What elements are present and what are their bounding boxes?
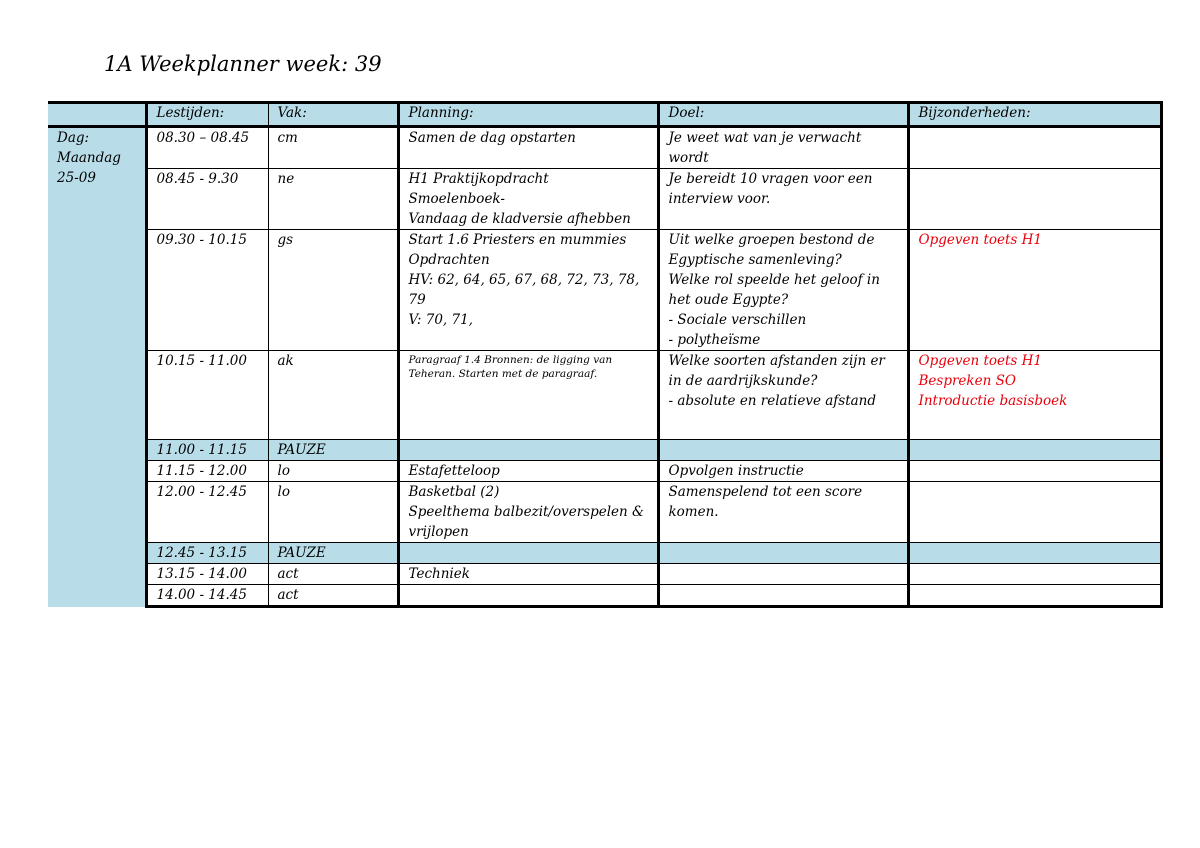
planning-cell: [398, 461, 658, 482]
table-row: [48, 482, 1161, 543]
table-row: [48, 169, 1161, 230]
planning-line: Samen de dag opstarten: [408, 130, 576, 146]
planning-line: Paragraaf 1.4 Bronnen: de ligging van: [408, 354, 613, 366]
goal-line: Uit welke groepen bestond de: [668, 232, 875, 248]
goal-cell: [658, 169, 908, 230]
notes-cell: [908, 127, 1161, 169]
goal-cell: [658, 440, 908, 461]
subject-cell: act: [268, 585, 398, 607]
subject-cell: ak: [268, 351, 398, 440]
planning-cell: [398, 230, 658, 351]
day-date: 25-09: [57, 170, 96, 186]
goal-line: komen.: [668, 504, 719, 520]
note-line: Opgeven toets H1: [918, 353, 1042, 369]
notes-cell: [908, 351, 1161, 440]
planning-line: Teheran. Starten met de paragraaf.: [408, 368, 598, 380]
notes-cell: [908, 585, 1161, 607]
subject-cell: PAUZE: [268, 543, 398, 564]
notes-cell: [908, 543, 1161, 564]
goal-line: - polytheïsme: [668, 332, 761, 348]
day-name: Maandag: [57, 150, 121, 166]
goal-cell: [658, 351, 908, 440]
planning-cell: [398, 482, 658, 543]
table-row: [48, 461, 1161, 482]
header-lestijden: Lestijden:: [146, 103, 268, 127]
time-cell: 10.15 - 11.00: [146, 351, 268, 440]
pause-row: [48, 440, 1161, 461]
planning-line: V: 70, 71,: [408, 312, 473, 328]
planning-line: Speelthema balbezit/overspelen &: [408, 504, 645, 520]
notes-cell: [908, 461, 1161, 482]
goal-line: Egyptische samenleving?: [668, 252, 842, 268]
goal-line: Je weet wat van je verwacht: [668, 130, 862, 146]
table-row: [48, 351, 1161, 440]
goal-line: het oude Egypte?: [668, 292, 789, 308]
planning-cell: [398, 351, 658, 440]
planning-line: Vandaag de kladversie afhebben: [408, 211, 631, 227]
planning-cell: [398, 169, 658, 230]
planning-cell: [398, 127, 658, 169]
pause-row: [48, 543, 1161, 564]
planning-line: Estafetteloop: [408, 463, 500, 479]
goal-line: interview voor.: [668, 191, 771, 207]
planning-line: Smoelenboek-: [408, 191, 505, 207]
header-doel: Doel:: [658, 103, 908, 127]
notes-cell: [908, 564, 1161, 585]
planning-cell: [398, 585, 658, 607]
subject-cell: PAUZE: [268, 440, 398, 461]
note-line: Introductie basisboek: [918, 393, 1068, 409]
note-line: Opgeven toets H1: [918, 232, 1042, 248]
table-row: [48, 230, 1161, 351]
planning-line: HV: 62, 64, 65, 67, 68, 72, 73, 78,: [408, 272, 640, 288]
planning-line: 79: [408, 292, 426, 308]
page-title: 1A Weekplanner week: 39: [104, 52, 382, 76]
goal-cell: [658, 127, 908, 169]
time-cell: 09.30 - 10.15: [146, 230, 268, 351]
goal-line: - absolute en relatieve afstand: [668, 393, 877, 409]
goal-cell: [658, 461, 908, 482]
notes-cell: [908, 440, 1161, 461]
table-row: [48, 127, 1161, 169]
planning-cell: [398, 543, 658, 564]
note-line: Bespreken SO: [918, 373, 1016, 389]
header-day: [48, 103, 146, 127]
time-cell: 08.45 - 9.30: [146, 169, 268, 230]
planning-line: Basketbal (2): [408, 484, 500, 500]
goal-line: Opvolgen instructie: [668, 463, 804, 479]
header-planning: Planning:: [398, 103, 658, 127]
subject-cell: lo: [268, 482, 398, 543]
planning-line: H1 Praktijkopdracht: [408, 171, 549, 187]
time-cell: 12.00 - 12.45: [146, 482, 268, 543]
goal-line: Welke rol speelde het geloof in: [668, 272, 880, 288]
header-vak: Vak:: [268, 103, 398, 127]
time-cell: 12.45 - 13.15: [146, 543, 268, 564]
goal-line: Welke soorten afstanden zijn er: [668, 353, 885, 369]
time-cell: 11.15 - 12.00: [146, 461, 268, 482]
subject-cell: ne: [268, 169, 398, 230]
table-row: [48, 564, 1161, 585]
planning-cell: [398, 440, 658, 461]
header-row: [48, 103, 1161, 127]
goal-cell: [658, 585, 908, 607]
planning-cell: [398, 564, 658, 585]
planning-line: Start 1.6 Priesters en mummies: [408, 232, 627, 248]
goal-line: Samenspelend tot een score: [668, 484, 863, 500]
header-bijzonderheden: Bijzonderheden:: [908, 103, 1161, 127]
day-cell: [48, 127, 146, 607]
notes-cell: [908, 169, 1161, 230]
subject-cell: cm: [268, 127, 398, 169]
goal-cell: [658, 482, 908, 543]
planning-line: Techniek: [408, 566, 470, 582]
planning-line: vrijlopen: [408, 524, 469, 540]
notes-cell: [908, 482, 1161, 543]
time-cell: 08.30 – 08.45: [146, 127, 268, 169]
time-cell: 13.15 - 14.00: [146, 564, 268, 585]
goal-line: in de aardrijkskunde?: [668, 373, 818, 389]
notes-cell: [908, 230, 1161, 351]
planning-line: Opdrachten: [408, 252, 490, 268]
subject-cell: gs: [268, 230, 398, 351]
day-label: Dag:: [57, 130, 90, 146]
goal-cell: [658, 564, 908, 585]
goal-cell: [658, 230, 908, 351]
goal-cell: [658, 543, 908, 564]
subject-cell: lo: [268, 461, 398, 482]
time-cell: 11.00 - 11.15: [146, 440, 268, 461]
weekplanner-table: [48, 101, 1163, 608]
goal-line: wordt: [668, 150, 709, 166]
goal-line: Je bereidt 10 vragen voor een: [668, 171, 873, 187]
time-cell: 14.00 - 14.45: [146, 585, 268, 607]
subject-cell: act: [268, 564, 398, 585]
table-row: [48, 585, 1161, 607]
goal-line: - Sociale verschillen: [668, 312, 807, 328]
